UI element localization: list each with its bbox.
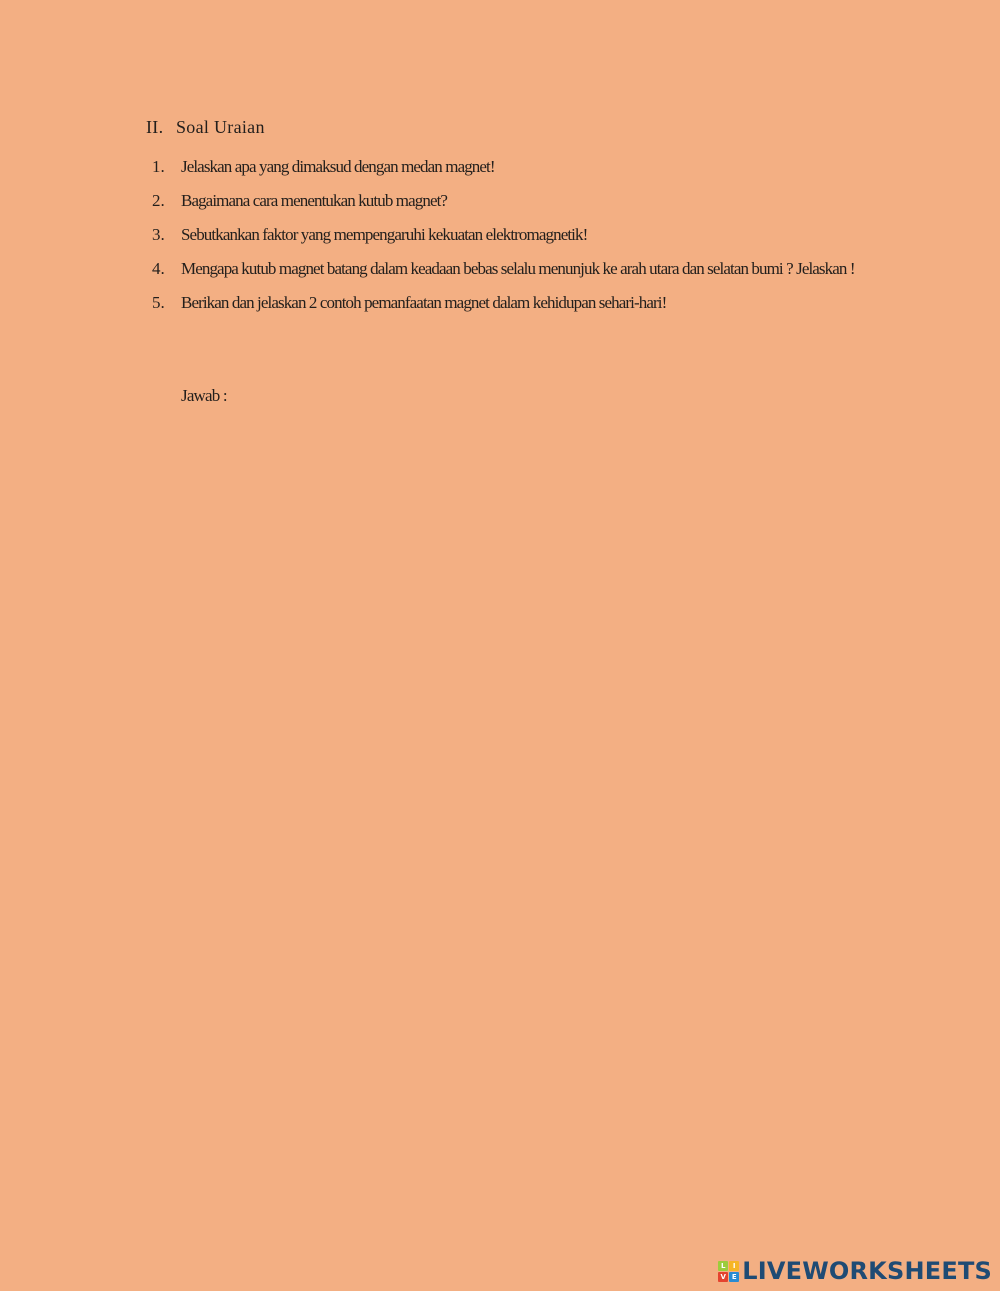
question-number: 2.	[152, 191, 165, 210]
question-number: 4.	[152, 259, 165, 278]
question-text: Sebutkankan faktor yang mempengaruhi kekuatan elektromagnetik!	[181, 225, 588, 244]
logo-letter-e: E	[729, 1272, 739, 1282]
answer-label: Jawab :	[181, 386, 227, 405]
question-number: 5.	[152, 293, 165, 312]
question-item-3	[146, 218, 906, 252]
brand-name: LIVEWORKSHEETS	[742, 1257, 992, 1285]
section-numeral: II.	[146, 117, 164, 137]
logo-letter-v: V	[718, 1272, 728, 1282]
question-number: 3.	[152, 225, 165, 244]
logo-letter-l: L	[718, 1261, 728, 1271]
question-text: Bagaimana cara menentukan kutub magnet?	[181, 191, 448, 210]
question-text: Jelaskan apa yang dimaksud dengan medan magnet!	[181, 157, 495, 176]
liveworksheets-brand[interactable]	[718, 1257, 992, 1285]
question-item-5	[146, 286, 906, 320]
logo-letter-i: I	[729, 1261, 739, 1271]
liveworksheets-logo-icon	[718, 1261, 739, 1282]
section-title: Soal Uraian	[176, 117, 265, 137]
question-item-4	[146, 252, 906, 286]
question-text: Berikan dan jelaskan 2 contoh pemanfaatan magnet dalam kehidupan sehari-hari!	[181, 293, 667, 312]
question-item-1	[146, 150, 906, 184]
section-heading	[146, 117, 265, 138]
question-list	[146, 150, 906, 320]
question-text: Mengapa kutub magnet batang dalam keadaan bebas selalu menunjuk ke arah utara dan selatan bumi ? Jelaskan !	[181, 259, 855, 278]
question-number: 1.	[152, 157, 165, 176]
question-item-2	[146, 184, 906, 218]
